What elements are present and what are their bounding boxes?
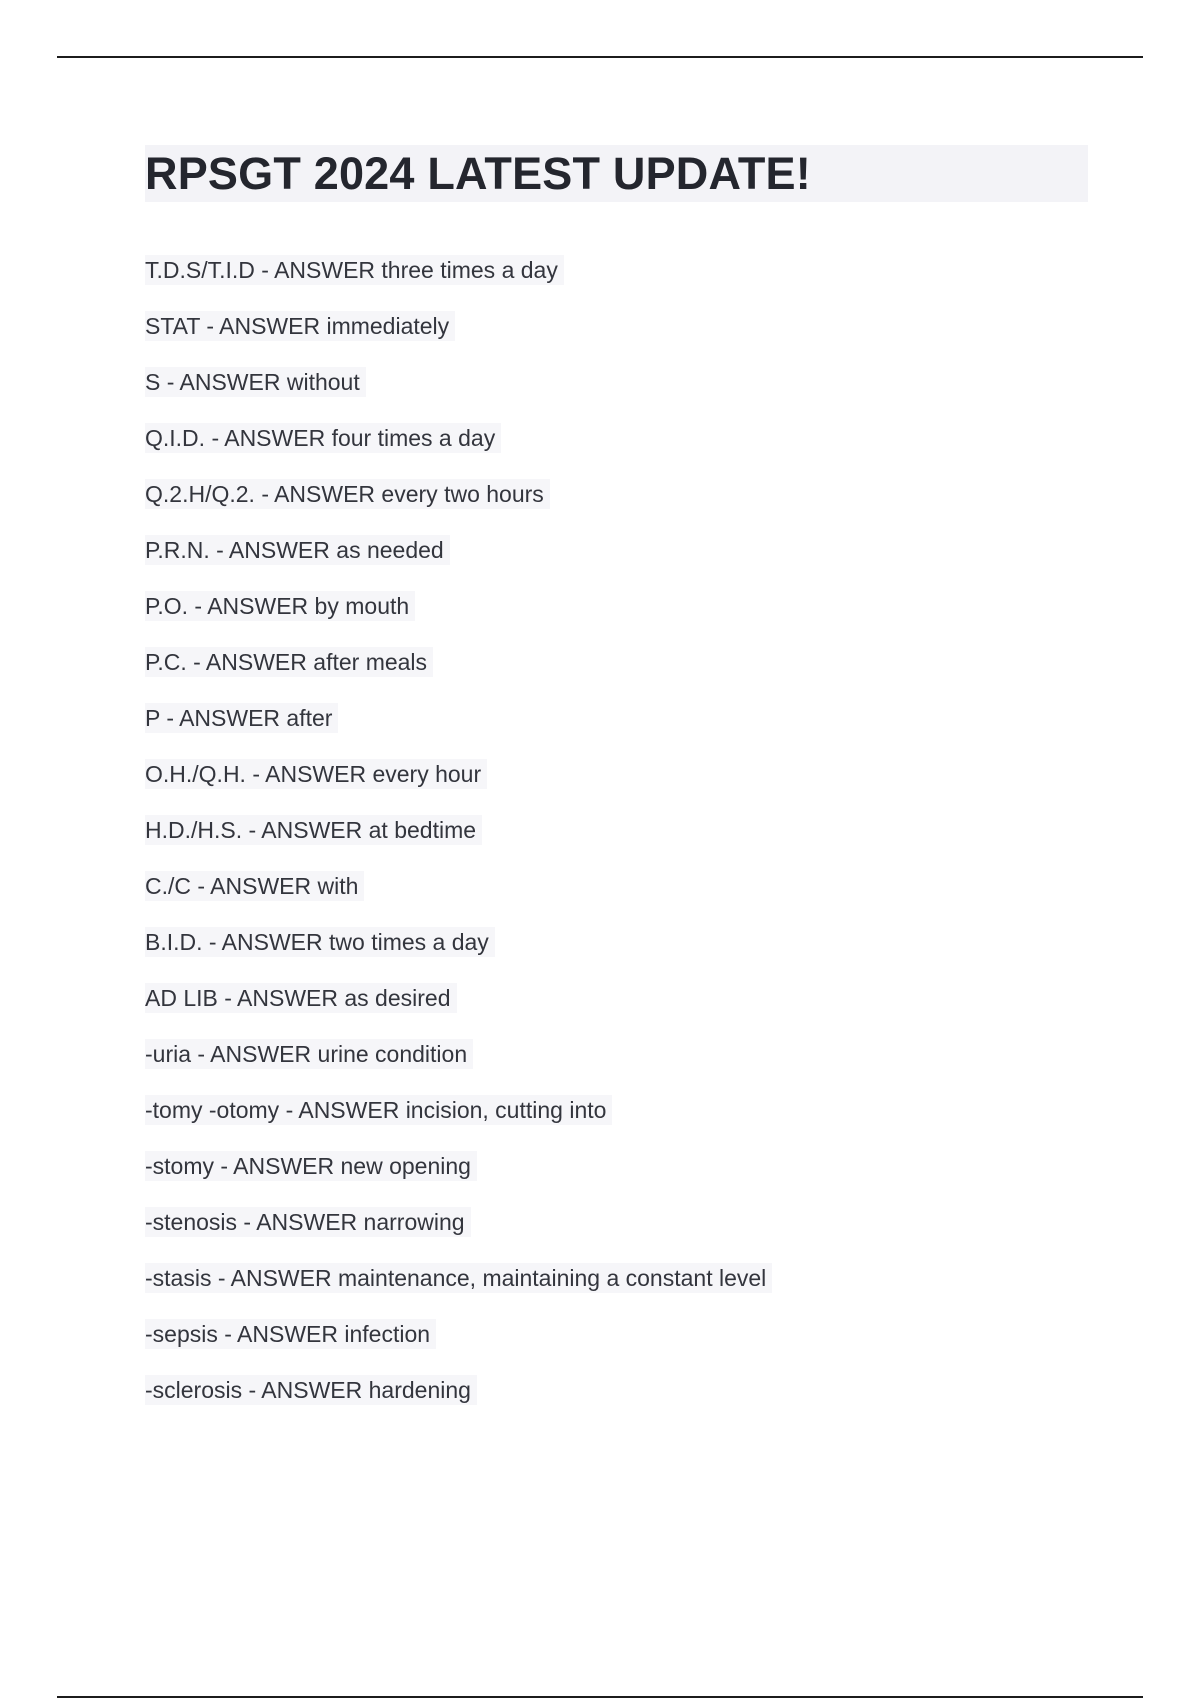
document-title: RPSGT 2024 LATEST UPDATE! xyxy=(145,148,811,199)
qa-text: AD LIB - ANSWER as desired xyxy=(145,983,457,1013)
qa-text: H.D./H.S. - ANSWER at bedtime xyxy=(145,815,482,845)
qa-text: O.H./Q.H. - ANSWER every hour xyxy=(145,759,487,789)
bottom-divider xyxy=(57,1696,1143,1698)
qa-text: P.O. - ANSWER by mouth xyxy=(145,591,415,621)
qa-item xyxy=(145,535,772,591)
qa-item xyxy=(145,871,772,927)
qa-text: Q.I.D. - ANSWER four times a day xyxy=(145,423,501,453)
qa-item xyxy=(145,423,772,479)
qa-text: -sepsis - ANSWER infection xyxy=(145,1319,436,1349)
qa-item xyxy=(145,1207,772,1263)
qa-item xyxy=(145,1375,772,1431)
qa-item xyxy=(145,983,772,1039)
qa-text: P.C. - ANSWER after meals xyxy=(145,647,433,677)
qa-item xyxy=(145,479,772,535)
qa-item xyxy=(145,815,772,871)
qa-item xyxy=(145,311,772,367)
top-divider xyxy=(57,56,1143,58)
qa-text: P.R.N. - ANSWER as needed xyxy=(145,535,450,565)
qa-item xyxy=(145,1039,772,1095)
qa-item xyxy=(145,255,772,311)
qa-text: S - ANSWER without xyxy=(145,367,366,397)
qa-text: -uria - ANSWER urine condition xyxy=(145,1039,473,1069)
qa-item xyxy=(145,647,772,703)
qa-text: -stenosis - ANSWER narrowing xyxy=(145,1207,471,1237)
qa-text: C./C - ANSWER with xyxy=(145,871,364,901)
qa-item xyxy=(145,1319,772,1375)
qa-item xyxy=(145,1151,772,1207)
qa-text: Q.2.H/Q.2. - ANSWER every two hours xyxy=(145,479,550,509)
qa-item xyxy=(145,703,772,759)
qa-item xyxy=(145,1095,772,1151)
qa-text: -stasis - ANSWER maintenance, maintaining a constant level xyxy=(145,1263,772,1293)
qa-text: B.I.D. - ANSWER two times a day xyxy=(145,927,495,957)
qa-list xyxy=(145,255,772,1431)
qa-text: -tomy -otomy - ANSWER incision, cutting into xyxy=(145,1095,612,1125)
qa-text: P - ANSWER after xyxy=(145,703,338,733)
qa-text: -stomy - ANSWER new opening xyxy=(145,1151,477,1181)
qa-item xyxy=(145,367,772,423)
qa-text: STAT - ANSWER immediately xyxy=(145,311,455,341)
qa-text: T.D.S/T.I.D - ANSWER three times a day xyxy=(145,255,564,285)
qa-item xyxy=(145,759,772,815)
qa-item xyxy=(145,591,772,647)
qa-item xyxy=(145,1263,772,1319)
qa-text: -sclerosis - ANSWER hardening xyxy=(145,1375,477,1405)
qa-item xyxy=(145,927,772,983)
